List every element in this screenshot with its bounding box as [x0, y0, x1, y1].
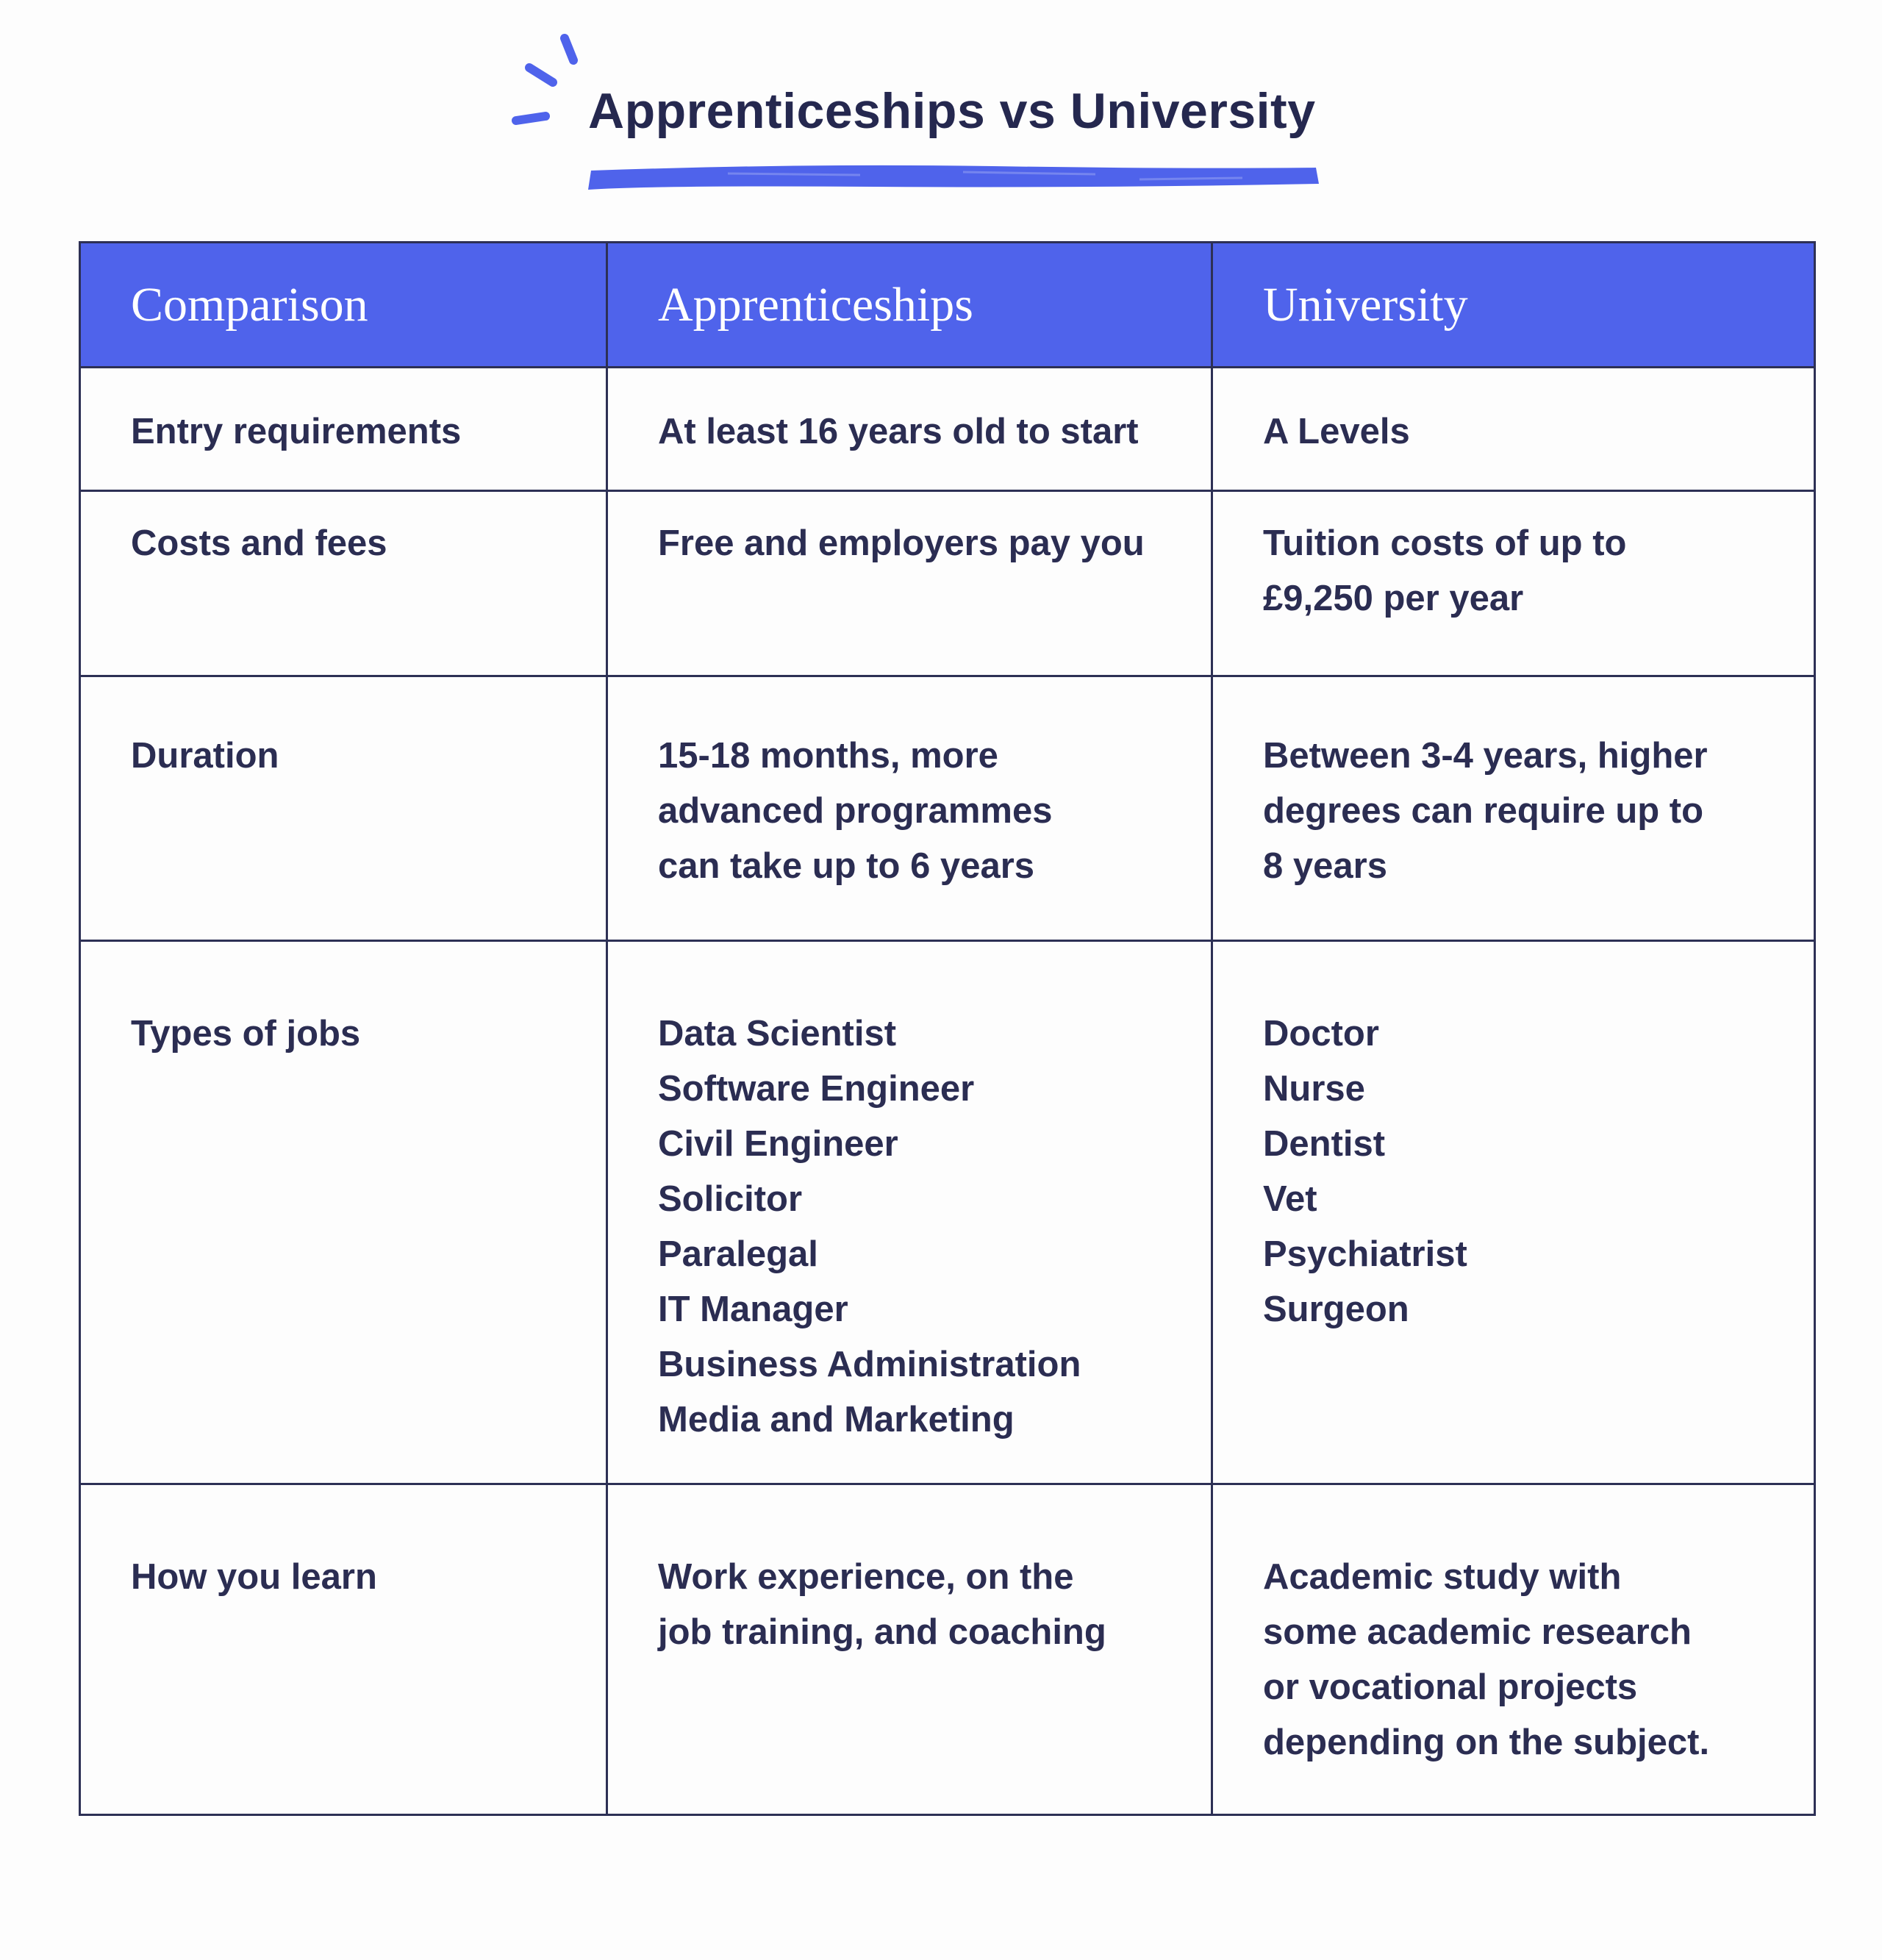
job-item: Data Scientist	[658, 1014, 897, 1054]
sparkle-decoration-icon	[507, 29, 595, 140]
university-cell	[1212, 491, 1815, 676]
apprenticeships-cell	[607, 676, 1212, 941]
cell-line: At least 16 years old to start	[658, 412, 1139, 451]
table-row-duration	[80, 676, 1815, 941]
job-item: Vet	[1263, 1179, 1317, 1219]
university-cell	[1212, 1484, 1815, 1815]
job-item: Solicitor	[658, 1179, 803, 1219]
row-label: Entry requirements	[80, 368, 607, 491]
job-item: Surgeon	[1263, 1290, 1409, 1329]
apprenticeships-cell	[607, 491, 1212, 676]
table-row-how-you-learn	[80, 1484, 1815, 1815]
job-item: Psychiatrist	[1263, 1234, 1467, 1274]
job-item: Dentist	[1263, 1124, 1386, 1164]
job-item: Software Engineer	[658, 1069, 975, 1109]
table-row-costs-and-fees	[80, 491, 1815, 676]
cell-line: can take up to 6 years	[658, 846, 1035, 886]
header-university: University	[1212, 243, 1815, 368]
cell-line: Free and employers pay you	[658, 523, 1145, 563]
job-item: Media and Marketing	[658, 1400, 1015, 1439]
job-item: Doctor	[1263, 1014, 1379, 1054]
cell-line: Academic study with	[1263, 1557, 1622, 1597]
table-row-entry-requirements	[80, 368, 1815, 491]
brush-underline-decoration	[581, 157, 1323, 194]
row-label: Duration	[80, 676, 607, 941]
row-label: Costs and fees	[80, 491, 607, 676]
cell-line: Tuition costs of up to	[1263, 523, 1627, 563]
table-row-types-of-jobs	[80, 941, 1815, 1484]
row-label: How you learn	[80, 1484, 607, 1815]
cell-line: depending on the subject.	[1263, 1723, 1710, 1762]
row-label: Types of jobs	[80, 941, 607, 1484]
apprenticeships-cell	[607, 1484, 1212, 1815]
page-title: Apprenticeships vs University	[588, 83, 1316, 139]
job-item: Paralegal	[658, 1234, 818, 1274]
job-item: Business Administration	[658, 1345, 1081, 1384]
cell-line: job training, and coaching	[658, 1612, 1106, 1652]
cell-line: degrees can require up to	[1263, 791, 1704, 831]
university-cell	[1212, 368, 1815, 491]
title-area	[0, 0, 1882, 221]
cell-line: Work experience, on the	[658, 1557, 1074, 1597]
header-comparison: Comparison	[80, 243, 607, 368]
cell-line: £9,250 per year	[1263, 579, 1524, 618]
apprenticeships-cell	[607, 941, 1212, 1484]
cell-line: 15-18 months, more	[658, 736, 998, 776]
university-cell	[1212, 676, 1815, 941]
cell-line: A Levels	[1263, 412, 1410, 451]
cell-line: some academic research	[1263, 1612, 1692, 1652]
job-item: Nurse	[1263, 1069, 1365, 1109]
cell-line: advanced programmes	[658, 791, 1053, 831]
cell-line: or vocational projects	[1263, 1667, 1638, 1707]
table-header-row	[80, 243, 1815, 368]
job-item: IT Manager	[658, 1290, 848, 1329]
cell-line: 8 years	[1263, 846, 1387, 886]
header-apprenticeships: Apprenticeships	[607, 243, 1212, 368]
cell-line: Between 3-4 years, higher	[1263, 736, 1708, 776]
job-item: Civil Engineer	[658, 1124, 898, 1164]
university-cell	[1212, 941, 1815, 1484]
comparison-table	[79, 241, 1816, 1816]
apprenticeships-cell	[607, 368, 1212, 491]
